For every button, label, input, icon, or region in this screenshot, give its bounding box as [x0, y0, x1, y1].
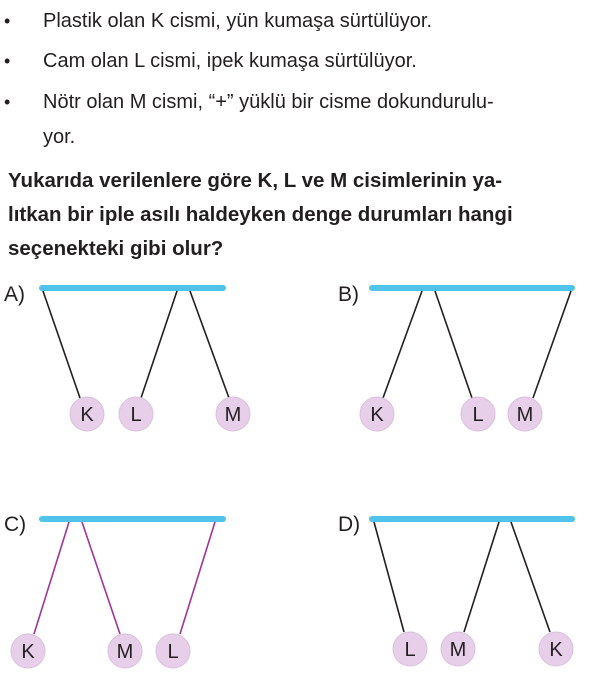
string — [82, 522, 120, 634]
option-c-diagram[interactable] — [11, 519, 223, 668]
string — [180, 522, 215, 634]
string — [190, 291, 229, 398]
statement-text: Cam olan L cismi, ipek kumaşa sürtülüyor. — [43, 50, 417, 72]
string — [511, 522, 550, 632]
charged-ball — [108, 634, 142, 668]
option-b-label[interactable]: B) — [338, 283, 359, 306]
option-d-diagram[interactable] — [372, 519, 573, 666]
string — [464, 522, 499, 632]
string — [34, 522, 69, 634]
charged-ball — [360, 397, 394, 431]
charged-ball — [539, 632, 573, 666]
svg-text:K: K — [549, 639, 563, 661]
string — [43, 291, 80, 398]
svg-text:M: M — [449, 639, 467, 661]
charged-ball — [508, 397, 542, 431]
question-line: Yukarıda verilenlere göre K, L ve M cisimlerinin ya- — [8, 169, 503, 192]
svg-text:M: M — [116, 641, 134, 663]
string — [374, 522, 404, 632]
option-d-label[interactable]: D) — [338, 513, 361, 536]
charged-ball — [70, 397, 104, 431]
svg-text:L: L — [472, 404, 484, 426]
charged-ball — [156, 634, 190, 668]
svg-text:L: L — [167, 641, 179, 663]
bullet-marker: • — [4, 92, 11, 112]
string — [435, 291, 472, 398]
charged-ball — [441, 632, 475, 666]
option-a-label[interactable]: A) — [4, 283, 25, 306]
svg-text:K: K — [21, 641, 35, 663]
bullet-marker: • — [4, 11, 11, 31]
charged-ball — [11, 634, 45, 668]
option-b-diagram[interactable] — [360, 288, 572, 431]
svg-text:M: M — [224, 404, 242, 426]
bullet-marker: • — [4, 51, 11, 71]
question-line: lıtkan bir iple asılı haldeyken denge durumları hangi — [8, 203, 513, 226]
question-line: seçenekteki gibi olur? — [8, 237, 224, 260]
string — [141, 291, 177, 398]
svg-text:K: K — [370, 404, 384, 426]
svg-text:L: L — [130, 404, 142, 426]
svg-text:K: K — [80, 404, 94, 426]
svg-text:M: M — [516, 404, 534, 426]
string — [533, 291, 571, 398]
option-a-diagram[interactable] — [42, 288, 250, 431]
option-c-label[interactable]: C) — [4, 513, 27, 536]
statement-text: Plastik olan K cismi, yün kumaşa sürtülüyor. — [43, 10, 433, 32]
string — [383, 291, 422, 398]
statement-text: yor. — [43, 126, 76, 148]
svg-text:L: L — [404, 639, 416, 661]
charged-ball — [393, 632, 427, 666]
charged-ball — [461, 397, 495, 431]
charged-ball — [216, 397, 250, 431]
statement-text: Nötr olan M cismi, “+” yüklü bir cisme dokundurulu- — [43, 91, 494, 113]
charged-ball — [119, 397, 153, 431]
